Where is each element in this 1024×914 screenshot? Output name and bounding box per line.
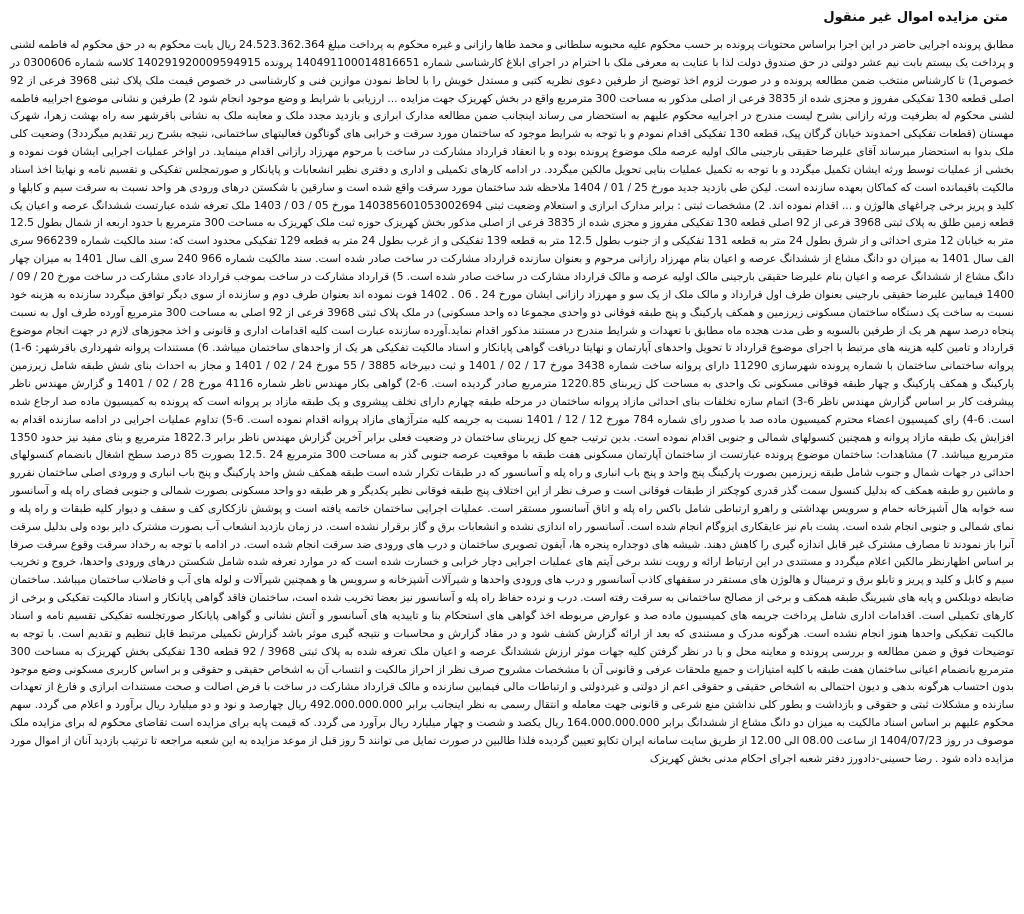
notice-body-text: مطابق پرونده اجرایی حاضر در این اجرا براساس محتویات پرونده بر حسب محکوم علیه محبوبه سلطانی و محمد طاها رازانی و غیره محکوم به پرداخت مبلغ 24.523.362.364 ریال بابت محکوم به در حق محکوم له فاطمه لشنی و پرداخت یک بیستم بابت نیم عشر دولتی در حق صندوق دولت لذا با عنایت به معرفی ملک با احترام در اجرای ابلاغ کارشناسی شماره 140491100014816651 پرونده 140291920009594915 کلاسه شماره 0300606 در خصوص1) تا کارشناس منتخب ضمن مطالعه پرونده و در صورت لزوم اخذ توضیح از طرفین دعوی نظریه کتبی و مستدل خویش را با لحاظ نمودن موازین فنی و کارشناسی در خصوص قیمت ملک پلاک ثبتی 3968 فرعی از 92 اصلی قطعه 130 تفکیکی مفروز و مجزی شده از 3835 فرعی از اصلی مذکور به مساحت 300 مترمربع واقع در بخش کهریزک جهت مزایده ... ارزیابی با شرایط و وضع موجود انجام شود 2) طرفین و نشانی موضوع اجراییه فاطمه لشنی محکوم له بطرفیت ورثه رازانی بشرح لیست مندرج در اجراییه محکوم علیهم به استحضار می رساند اینجانب ضمن مطالعه مدارک ابرازی و بازدید مجدد ملک و معاینه ملک به نشانی باقرشهر سه راه بهشت زهرا، شهرک مهستان (قطعات تفکیکی احمدوند خیابان گرگان پیک، قطعه 130 تفکیکی اقدام نمودم و با توجه به شرایط موجود که ساختمان مورد سرقت و خرابی های گوناگون فعالیتهای ساختمانی، نتیجه بشرح زیر تقدیم میگردد3) وضعیت کلی ملک بدوا به استحضار میرساند آقای علیرضا حقیقی بارجینی مالک اولیه عرصه ملک موضوع پرونده بوده و با انعقاد قرارداد مشارکت در ساخت با مرحوم مهرزاد رازانی اقدام مینماید. در اواخر عملیات اجرایی ایشان فوت نموده و بخشی از عملیات توسط ورثه ایشان تکمیل میگردد و با توجه به تکمیل عملیات بنایی تحویل مالکین میگردد. در ادامه کارهای تکمیلی و اداری و دفتری نظیر انشعابات و پایانکار و صورتمجلس تفکیکی و تقسیم نامه و نهایتا اخذ اسناد مالکیت باقیمانده است که کماکان بعهده سازنده است. لیکن طی بازدید جدید مورخ 25 / 01 / 1404 ملاحظه شد ساختمان مورد سرقت واقع شده است و سارقین با شکستن درهای ورودی هر واحد نسبت به سرقت سیم و کابلها و کلید و پریز برخی چراغهای هالوژن و ... اقدام نموده اند. 2) مشخصات ثبتی : برابر مدارک ابرازی و استعلام وضعیت ثبتی 140385601053002694 مورخ 05 / 03 / 1403 ملک تعرفه شده عبارتست ششدانگ عرصه و اعیان یک قطعه زمین طلق به پلاک ثبتی 3968 فرعی از 92 اصلی قطعه 130 تفکیکی مفروز و مجزی شده از 3835 فرعی از اصلی مذکور بخش کهریزک حوزه ثبت ملک کهریزک به مساحت 300 مترمربع با حدود اربعه از شمال بطول 12.5 متر به خیابان 12 متری احداثی و از شرق بطول 24 متر به قطعه 131 تفکیکی و از جنوب بطول 12.5 متر به قطعه 139 تفکیکی و از غرب بطول 24 متر به قطعه 129 تفکیکی محدود است که: سند مالکیت شماره 966239 سری الف سال 1401 به میزان دو دانگ مشاع از ششدانگ عرصه و اعیان بنام مهرزاد رازانی مرحوم و بعنوان سازنده قرارداد مشارکت در ساخت صادر شده است. سند مالکیت شماره 966 240 سری الف سال 1401 به میزان چهار دانگ مشاع از ششدانگ عرصه و اعیان بنام علیرضا حقیقی بارجینی مالک اولیه عرصه و مالک قرارداد مشارکت در ساخت صادر شده است. 5) قرارداد مشارکت در ساخت بموجب قرارداد عادی مشارکت در ساخت مورخ 20 / 09 / 1400 فیمابین علیرضا حقیقی بارجینی بعنوان طرف اول قرارداد و مالک ملک از یک سو و مهرزاد رازانی ایشان مورخ 24 . 06 . 1402 فوت نموده اند بعنوان طرف دوم و سازنده از سوی دیگر توافق میگردد سازنده به هزینه خود نسبت به ساخت یک دستگاه ساختمان مسکونی زیرزمین و همکف پارکینگ و پنج طبقه فوقانی دو واحدی مجموعا ده واحد مسکونی) در ملک پلاک ثبتی 3968 فرعی از 92 اصلی به مساحت 300 مترمربع آورده طرف اول به نسبت پنجاه درصد سهم هر یک از طرفین بالسویه و طی مدت هجده ماه مطابق با تعهدات و شرایط مندرج در مستند مذکور اقدام نماید.آورده سازنده عبارت است کلیه اقدامات اداری و قانونی و اخذ مجوزهای لازم در جهت انجام موضوع قرارداد و تامین کلیه هزینه های مرتبط با اجرای موضوع قرارداد تا تحویل واحدهای آپارتمان و نهایتا دریافت گواهی پایانکار و اسناد مالکیت تفکیکی هر یک از واحدهای ساختمان میباشد. 6) مستندات پروانه شهرداری باقرشهر: 6-1) پروانه ساختمانی ساختمان با شماره پرونده شهرسازی 11290 دارای پروانه ساخت شماره 3438 مورخ 17 / 02 / 1401 و ثبت دبیرخانه 3885 / 55 مورخ 24 / 02 / 1401 و مجاز به احداث بنای شش طبقه شامل زیرزمین پارکینگ و همکف پارکینگ و چهار طبقه فوقانی مسکونی تک واحدی به مساحت کل زیربنای 1220.85 مترمربع صادر گردیده است. 6-2) گواهی بکار مهندس ناظر شماره 4116 مورخ 28 / 02 / 1401 و گزارش مهندس ناظر پیشرفت کار بر اساس گزارش مهندس ناظر 6-3) اتمام سازه تخلفات بنای احداثی مازاد پروانه ساختمان در مرحله طبقه چهارم دارای تخلف پیشروی و یک طبقه مازاد بر پروانه است که پرونده به کمیسیون ماده صد ارجاع شده است. 6-4) رای کمیسیون اعضاء محترم کمیسیون ماده صد با صدور رای شماره 784 مورخ 12 / 12 / 1401 نسبت به جریمه کلیه مترآژهای مازاد پروانه اقدام نموده است. 6-5) تداوم عملیات اجرایی در ادامه سازنده اقدام به افزایش یک طبقه مازاد پروانه و همچنین کنسولهای شمالی و جنوبی اقدام نموده است. بدین ترتیب جمع کل زیربنای ساختمان در وضعیت فعلی برابر آخرین گزارش مهندس ناظر برابر 1822.3 مترمربع و بنای مفید نیز حدود 1350 مترمربع میباشد. 7) مشاهدات: ساختمان موضوع پرونده عبارتست از ساختمان آپارتمان مسکونی هفت طبقه با موقعیت عرصه جنوبی گذر به مساحت 300 مترمربع 24 .12.5 بصورت 85 درصد سطح اشغال بانضمام کنسولهای احداثی در جهات شمال و جنوب شامل طبقه زیرزمین بصورت پارکینگ پنج واحد و پنج باب انباری و راه پله و آسانسور که در طبقات تکرار شده است طبقه همکف شش واحد پارکینگ و پنج باب انباری و ورودی اصلی ساختمان نفررو و ماشین رو طبقه همکف که بدلیل کنسول سمت گذر قدری کوچکتر از طبقات فوقانی است و صرف نظر از این اختلاف پنج طبقه فوقانی نظیر یکدیگر و هر طبقه دو واحد مسکونی بصورت شمالی و جنوبی فضای راه پله و آسانسور سه خوابه هال آشپزخانه حمام و سرویس بهداشتی و راهرو ارتباطی شامل باکس راه پله و اتاق آسانسور مستقر است. عملیات اجرایی ساختمان خاتمه یافته است و پوشش نازککاری کف و سقف و دیوار کلیه طبقات و راه پله و نمای شمالی و جنوبی انجام شده است. پشت بام نیز عایقکاری ایزوگام انجام شده است. آسانسور راه اندازی نشده و انشعابات برق و گاز برقرار نشده است. در زمان بازدید انشعاب آب بصورت مشترک دایر بوده ولی بدلیل سرقت آنرا باز نمودند تا مصارف مشترک غیر قابل اندازه گیری را کاهش دهند. شیشه های دوجداره پنجره ها، آیفون تصویری ساختمان و درب های ورودی ضد سرقت انجام شده است. در ادامه با توجه به رخداد سرقت وقوع سرقت صرفا بر اساس اظهارنظر مالکین اعلام میگردد و مستندی در این ارتباط ارائه و رویت نشد برخی آیتم های عملیات اجرایی دچار خرابی و خسارت شده است که در موارد تعرفه شده شامل شکستن درهای ورودی واحدها، خروج و تخریب سیم و کابل و کلید و پریز و تابلو برق و ترمینال و هالوژن های مستقر در سقفهای کاذب آسانسور و درب های ورودی واحدها و شیرآلات آشپزخانه و سرویس ها و همچنین شیرآلات و لوله های آب و فاضلاب ساختمان میباشد. ساختمان ضابطه دوبلکس و پایه های شیرینگ طبقه همکف و برخی از مصالح ساختمانی به سرقت رفته است. درب و نرده حفاظ راه پله و آسانسور نیز بعضا تخریب شده است، ساختمان فاقد گواهی پایانکار و اسناد مالکیت تفکیکی و برخی از کارهای تکمیلی است. اقدامات اداری شامل پرداخت جریمه های کمیسیون ماده صد و عوارض مربوطه اخذ گواهی های استحکام بنا و تاییدیه های آسانسور و آتش نشانی و گواهی پایانکار صورتجلسه تفکیکی تقسیم نامه و اسناد مالکیت تفکیکی واحدها هنوز انجام نشده است. هرگونه مدرک و مستندی که بعد از ارائه گزارش کشف شود و در مقاد گزارش و محاسبات و نتیجه گیری موثر باشد گزارش تکمیلی مرتبط قابل تنظیم و تقدیم است. با توجه به توضیحات فوق و ضمن مطالعه و بررسی پرونده و معاینه محل و با در نظر گرفتن کلیه جهات موثر ارزش ششدانگ عرصه و اعیان ملک تعرفه شده به پلاک ثبتی 3968 / 92 قطعه 130 تفکیکی بخش کهریزک به مساحت 300 مترمربع بانضمام اعیانی ساختمان هفت طبقه با کلیه امتیازات و جمیع ملحقات عرفی و قانونی آن با مشخصات مشروح صرف نظر از احراز مالکیت و انتساب آن به اشخاص حقیقی و حقوقی و بر اساس کاربری مسکونی وضع موجود بدون احتساب هرگونه بدهی و دیون احتمالی به اشخاص حقیقی و حقوقی اعم از دولتی و غیردولتی و ارتباطات مالی فیمابین سازنده و مالک قرارداد مشارکت در ساخت با فرض اصالت و صحت مستندات ابرازی و فارغ از تعهدات سازنده و مشکلات ثبتی و حقوقی و بازداشت و بطور کلی نداشتن منع شرعی و قانونی جهت معامله و انتقال رسمی به نظر اینجانب برابر 492.000.000.000 ریال چهارصد و نود و دو میلیارد ریال برآورد و اعلام می گردد. سهم محکوم علیهم بر اساس اسناد مالکیت به میزان دو دانگ مشاع از ششدانگ برابر 164.000.000.000 ریال یکصد و شصت و چهار میلیارد ریال برآورد می گردد. که قیمت پایه برای مزایده است تقاضای محکوم له برای مزایده ملک موصوف در روز 1404/07/23 از ساعت 08.00 الی 12.00 از طریق سایت سامانه ایران تکاپو تعیین گردیده فلذا طالبین در صورت تمایل می توانند 5 روز قبل از موعد مزایده به این شعبه مراجعه تا ترتیب بازدید آنان از اموال مورد مزایده داده شود . رضا حسینی-دادورز دفتر شعبه اجرای احکام مدنی بخش کهریزک xyxy=(10,38,1015,765)
notice-title: متن مزایده اموال غیر منقول xyxy=(823,10,1008,25)
